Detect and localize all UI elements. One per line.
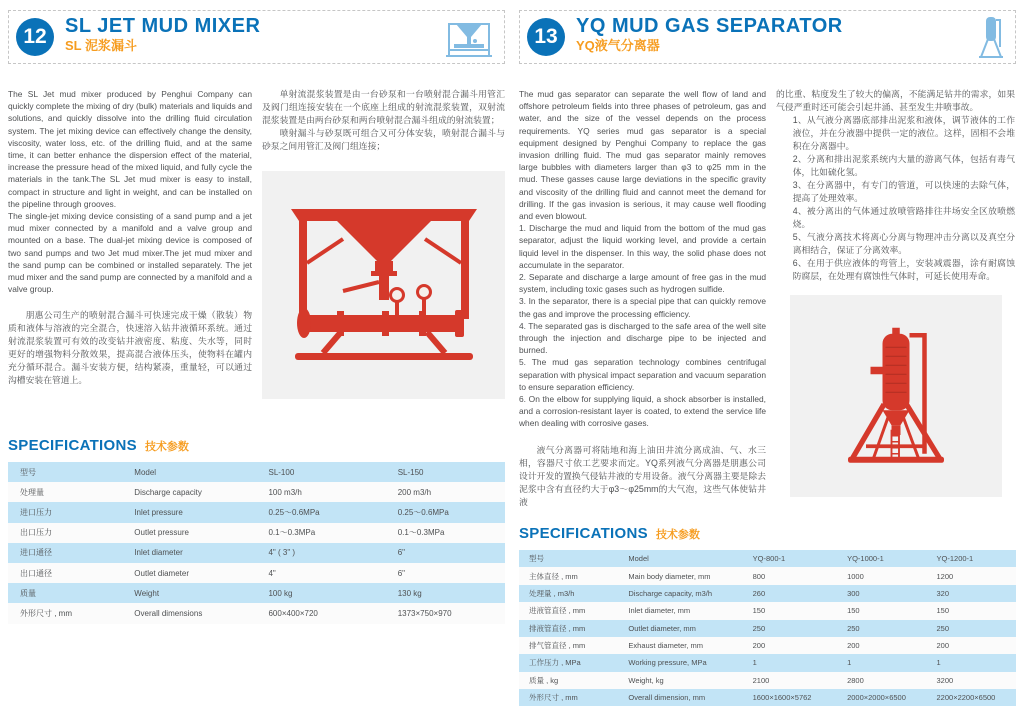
list-item: 5. The mud gas separation technology combines centrifugal separation with physical impact separation and vacuum separation to ensure separation efficiency. [519, 357, 766, 392]
spec-table-row [8, 462, 505, 482]
spec-table-cell: 出口通径 [8, 563, 122, 583]
spec-table-cell: 2000×2000×6500 [837, 689, 926, 706]
section-header [519, 10, 1016, 64]
list-item: 6、在用于供应液体的弯管上，安装减震器，涂有耐腐蚀防腐层，在处理有腐蚀性气体时，可延长使用寿命。 [792, 258, 1015, 281]
spec-table-row [8, 523, 505, 543]
spec-table-cell: Main body diameter, mm [618, 567, 742, 584]
spec-table-cell: YQ-1200-1 [927, 550, 1016, 567]
middle-text-column [262, 88, 505, 399]
spec-table-row [8, 543, 505, 563]
section-titles [576, 15, 843, 53]
specifications-heading-zh: 技术参数 [144, 441, 189, 453]
spec-table-cell: Discharge capacity [122, 482, 256, 502]
spec-table-row [8, 583, 505, 603]
spec-table-cell: 1200 [927, 567, 1016, 584]
list-item: 2. Separate and discharge a large amount of free gas in the mud system, including toxic gases such as hydrogen sulfide. [519, 272, 766, 295]
list-item: 5、气液分离技术将离心分离与物理冲击分离以及真空分离相结合，保证了分离效率。 [792, 232, 1015, 255]
section-number-badge: 13 [527, 18, 565, 56]
spec-table-cell: 外形尺寸 , mm [8, 603, 122, 623]
spec-table-cell: 质量 , kg [519, 672, 618, 689]
spec-table-cell: 2800 [837, 672, 926, 689]
spec-table [519, 550, 1016, 706]
section-sl-jet-mud-mixer [8, 10, 505, 672]
spec-table-cell: 1373×750×970 [386, 603, 505, 623]
section-title-en: SL JET MUD MIXER [65, 15, 261, 37]
spec-table-cell: 1000 [837, 567, 926, 584]
spec-table-cell: Exhaust diameter, mm [618, 637, 742, 654]
spec-table-cell: 3200 [927, 672, 1016, 689]
spec-table-cell: 150 [743, 602, 837, 619]
spec-table-cell: 进液管直径 , mm [519, 602, 618, 619]
spec-table-cell: Weight [122, 583, 256, 603]
spec-table-cell: Outlet diameter [122, 563, 256, 583]
spec-table-cell: 1 [927, 654, 1016, 671]
spec-table-row [8, 563, 505, 583]
spec-table-cell: 260 [743, 585, 837, 602]
gas-separator-icon [977, 15, 1005, 66]
spec-table-cell: Inlet pressure [122, 502, 256, 522]
spec-table-cell: Discharge capacity, m3/h [618, 585, 742, 602]
section-titles [65, 15, 260, 53]
spec-table-row [519, 637, 1016, 654]
spec-table-cell: 130 kg [386, 583, 505, 603]
list-item: 3. In the separator, there is a special pipe that can quickly remove the gas and improve the processing efficiency. [519, 296, 766, 319]
spec-table-cell: 6" [386, 543, 505, 563]
spec-table-row [519, 620, 1016, 637]
spec-table-row [519, 672, 1016, 689]
spec-table-cell: 150 [837, 602, 926, 619]
left-text-column [8, 88, 252, 387]
spec-table-cell: 250 [743, 620, 837, 637]
spec-table-row [519, 602, 1016, 619]
spec-table-cell: 型号 [519, 550, 618, 567]
spec-table-cell: Outlet diameter, mm [618, 620, 742, 637]
spec-table-cell: 出口压力 [8, 523, 122, 543]
spec-table-cell: 2100 [743, 672, 837, 689]
spec-table-cell: 1 [743, 654, 837, 671]
spec-table-cell: 200 [837, 637, 926, 654]
spec-table-cell: Outlet pressure [122, 523, 256, 543]
list-item: 3、在分离器中，有专门的管道，可以快速的去除气体，提高了处理效率。 [792, 180, 1015, 203]
list-item: 1、从气液分离器底部排出泥浆和液体，调节液体的工作液位，并在分液器中提供一定的液位。这样，固相不会堆积在分离器中。 [792, 115, 1015, 151]
spec-table-row [519, 689, 1016, 706]
specifications-heading-en: SPECIFICATIONS [8, 437, 137, 454]
spec-table-cell: 250 [927, 620, 1016, 637]
spec-table-row [8, 482, 505, 502]
spec-table-row [8, 603, 505, 623]
section-header [8, 10, 505, 64]
specifications-heading-en: SPECIFICATIONS [519, 525, 648, 542]
section-title-zh: SL 泥浆漏斗 [65, 38, 137, 53]
spec-table-cell: Inlet diameter [122, 543, 256, 563]
spec-table-cell: 进口压力 [8, 502, 122, 522]
paragraph: 喷射漏斗与砂泵既可组合又可分体安装，喷射混合漏斗与砂泵之间用管汇及阀门组连接； [262, 128, 505, 151]
spec-table-cell: 进口通径 [8, 543, 122, 563]
mud-gas-separator-photo [790, 295, 1002, 497]
spec-table-cell: 320 [927, 585, 1016, 602]
spec-table-cell: YQ-1000-1 [837, 550, 926, 567]
jet-mud-mixer-photo [262, 171, 505, 399]
spec-table-cell: 外形尺寸 , mm [519, 689, 618, 706]
spec-table-cell: Working pressure, MPa [618, 654, 742, 671]
spec-table-row [519, 550, 1016, 567]
spec-table-cell: 6" [386, 563, 505, 583]
spec-table-cell: 200 m3/h [386, 482, 505, 502]
spec-table-cell: 150 [927, 602, 1016, 619]
section-yq-mud-gas-separator [519, 10, 1016, 703]
spec-table-cell: 0.1～0.3MPa [256, 523, 385, 543]
specifications-heading-zh: 技术参数 [655, 529, 700, 541]
spec-table-cell: 型号 [8, 462, 122, 482]
spec-table-cell: 质量 [8, 583, 122, 603]
specifications-block [8, 437, 505, 624]
mud-mixer-icon [444, 15, 494, 64]
spec-table-cell: 2200×2200×6500 [927, 689, 1016, 706]
spec-table-cell: 200 [927, 637, 1016, 654]
section-title-en: YQ MUD GAS SEPARATOR [576, 15, 843, 37]
spec-table-cell: 100 kg [256, 583, 385, 603]
spec-table-cell: Model [618, 550, 742, 567]
spec-table-cell: 200 [743, 637, 837, 654]
spec-table-cell: YQ-800-1 [743, 550, 837, 567]
section-number-badge: 12 [16, 18, 54, 56]
spec-table-cell: Inlet diameter, mm [618, 602, 742, 619]
spec-table-row [519, 654, 1016, 671]
spec-table-cell: 250 [837, 620, 926, 637]
spec-table-cell: 0.25～0.6MPa [256, 502, 385, 522]
spec-table-cell: 4" [256, 563, 385, 583]
spec-table-cell: 4" ( 3" ) [256, 543, 385, 563]
spec-table-cell: 排气管直径 , mm [519, 637, 618, 654]
spec-table-cell: Weight, kg [618, 672, 742, 689]
spec-table-cell: Overall dimension, mm [618, 689, 742, 706]
list-item: 2、分离和排出泥浆系统内大量的游离气体，包括有毒气体，比如硫化氢。 [792, 154, 1015, 177]
spec-table-cell: 100 m3/h [256, 482, 385, 502]
spec-table [8, 462, 505, 624]
spec-table-cell: 处理量 , m3/h [519, 585, 618, 602]
list-item: 1. Discharge the mud and liquid from the bottom of the mud gas separator, adjust the liquid working level, and provide a certain liquid level in the dispenser. In this way, the solid phase does not accumulate in the separator. [519, 223, 766, 270]
paragraph: The mud gas separator can separate the well flow of land and offshore petroleum fields into three phases of petroleum, gas and water, and the size of the vessel depends on the process requirements. YQ series mud gas separator is a special equipment designed by Penghui Company to replace the gas invasion drilling fluid. The mud gas separator mainly removes large bubbles with diameters larger than φ3 to φ25 mm in the mud. These gasses cause large deviations in the specific gravity and viscosity of the drilling fluid and cannot meet the demand for drilling. If the gas invasion is serious, it may cause well flooding and even blowout. [519, 89, 766, 222]
spec-table-row [519, 567, 1016, 584]
paragraph: The single-jet mixing device consisting of a sand pump and a jet mud mixer connected by a manifold and a valve group and mounted on a base. The dual-jet mixing device is composed of two sand pumps and two Jet mud mixer.The jet mud mixer and the sand pump can be combined or installed separately. The jet mud mixer and the sand pump are connected by a manifold and a valve group. [8, 211, 252, 295]
list-item: 4. The separated gas is discharged to the safe area of the well site through the injection and discharge pipe to be injected and burned. [519, 320, 766, 356]
right-text-column [776, 88, 1015, 497]
spec-table-cell: Overall dimensions [122, 603, 256, 623]
spec-table-cell: SL-150 [386, 462, 505, 482]
spec-table-cell: SL-100 [256, 462, 385, 482]
spec-table-cell: 排液管直径 , mm [519, 620, 618, 637]
paragraph: 朋惠公司生产的喷射混合漏斗可快速完成干燥（散装）物质和液体与溶液的完全混合，快速溶入钻井液循环系统。通过射流混浆装置可有效的改变钻井液密度、粘度、失水等，同时更好的增强物料分散效果，提高混合液体压头，使物料在罐内充分循环混合。漏斗安装方便，结构紧凑，重量轻，可以通过沟槽安装在管道上。 [8, 310, 252, 386]
spec-table-cell: 主体直径 , mm [519, 567, 618, 584]
spec-table-cell: 300 [837, 585, 926, 602]
spec-table-row [519, 585, 1016, 602]
paragraph: 的比重、粘度发生了较大的偏离，不能满足钻井的需求，如果气侵严重时还可能会引起井涌、甚至发生井喷事故。 [776, 89, 1015, 112]
specifications-block [519, 525, 1016, 706]
section-title-zh: YQ液气分离器 [576, 38, 660, 53]
spec-table-cell: 处理量 [8, 482, 122, 502]
paragraph: 单射流混浆装置是由一台砂泵和一台喷射混合漏斗用管汇及阀门组连接安装在一个底座上组成的射流混浆装置，双射流混浆装置是由两台砂泵和两台喷射混合漏斗组成的射流装置； [262, 89, 505, 125]
spec-table-row [8, 502, 505, 522]
list-item: 4、被分离出的气体通过放喷管路排往井场安全区放喷燃烧。 [792, 206, 1015, 229]
spec-table-cell: 800 [743, 567, 837, 584]
left-text-column [519, 88, 766, 509]
spec-table-cell: 600×400×720 [256, 603, 385, 623]
spec-table-cell: 1600×1600×5762 [743, 689, 837, 706]
spec-table-cell: 1 [837, 654, 926, 671]
spec-table-cell: Model [122, 462, 256, 482]
spec-table-cell: 0.25～0.6MPa [386, 502, 505, 522]
paragraph: The SL Jet mud mixer produced by Penghui Company can quickly complete the mixing of dry (bulk) materials and liquids and solutions, and quickly dissolve into the drilling fluid circulation system. The jet mixing device can effectively change the density, viscosity, water loss, etc. of the drilling fluid, and at the same time, it can better enhance the dispersion effect of the material, increase the pressure head of the mixed liquid, and fully cycle the materials in the tank.The SL Jet mud mixer is easy to install, compact in structure and light in weight, and can be installed on the pipeline through grooves. [8, 89, 252, 209]
list-item: 6. On the elbow for supplying liquid, a shock absorber is installed, and a corrosion-resistant layer is coated, to extend the service life when dealing with corrosive gases. [519, 394, 766, 429]
spec-table-cell: 0.1～0.3MPa [386, 523, 505, 543]
spec-table-cell: 工作压力 , MPa [519, 654, 618, 671]
paragraph: 液气分离器可将陆地和海上油田井流分离成油、气、水三相，容器尺寸依工艺要求而定。YQ系列液气分离器是朋惠公司设计开发的置换气侵钻井液的专用设备。液气分离器主要是除去泥浆中含有直径约大于φ3～φ25mm的大气泡，这些气体使钻井液 [519, 444, 766, 507]
